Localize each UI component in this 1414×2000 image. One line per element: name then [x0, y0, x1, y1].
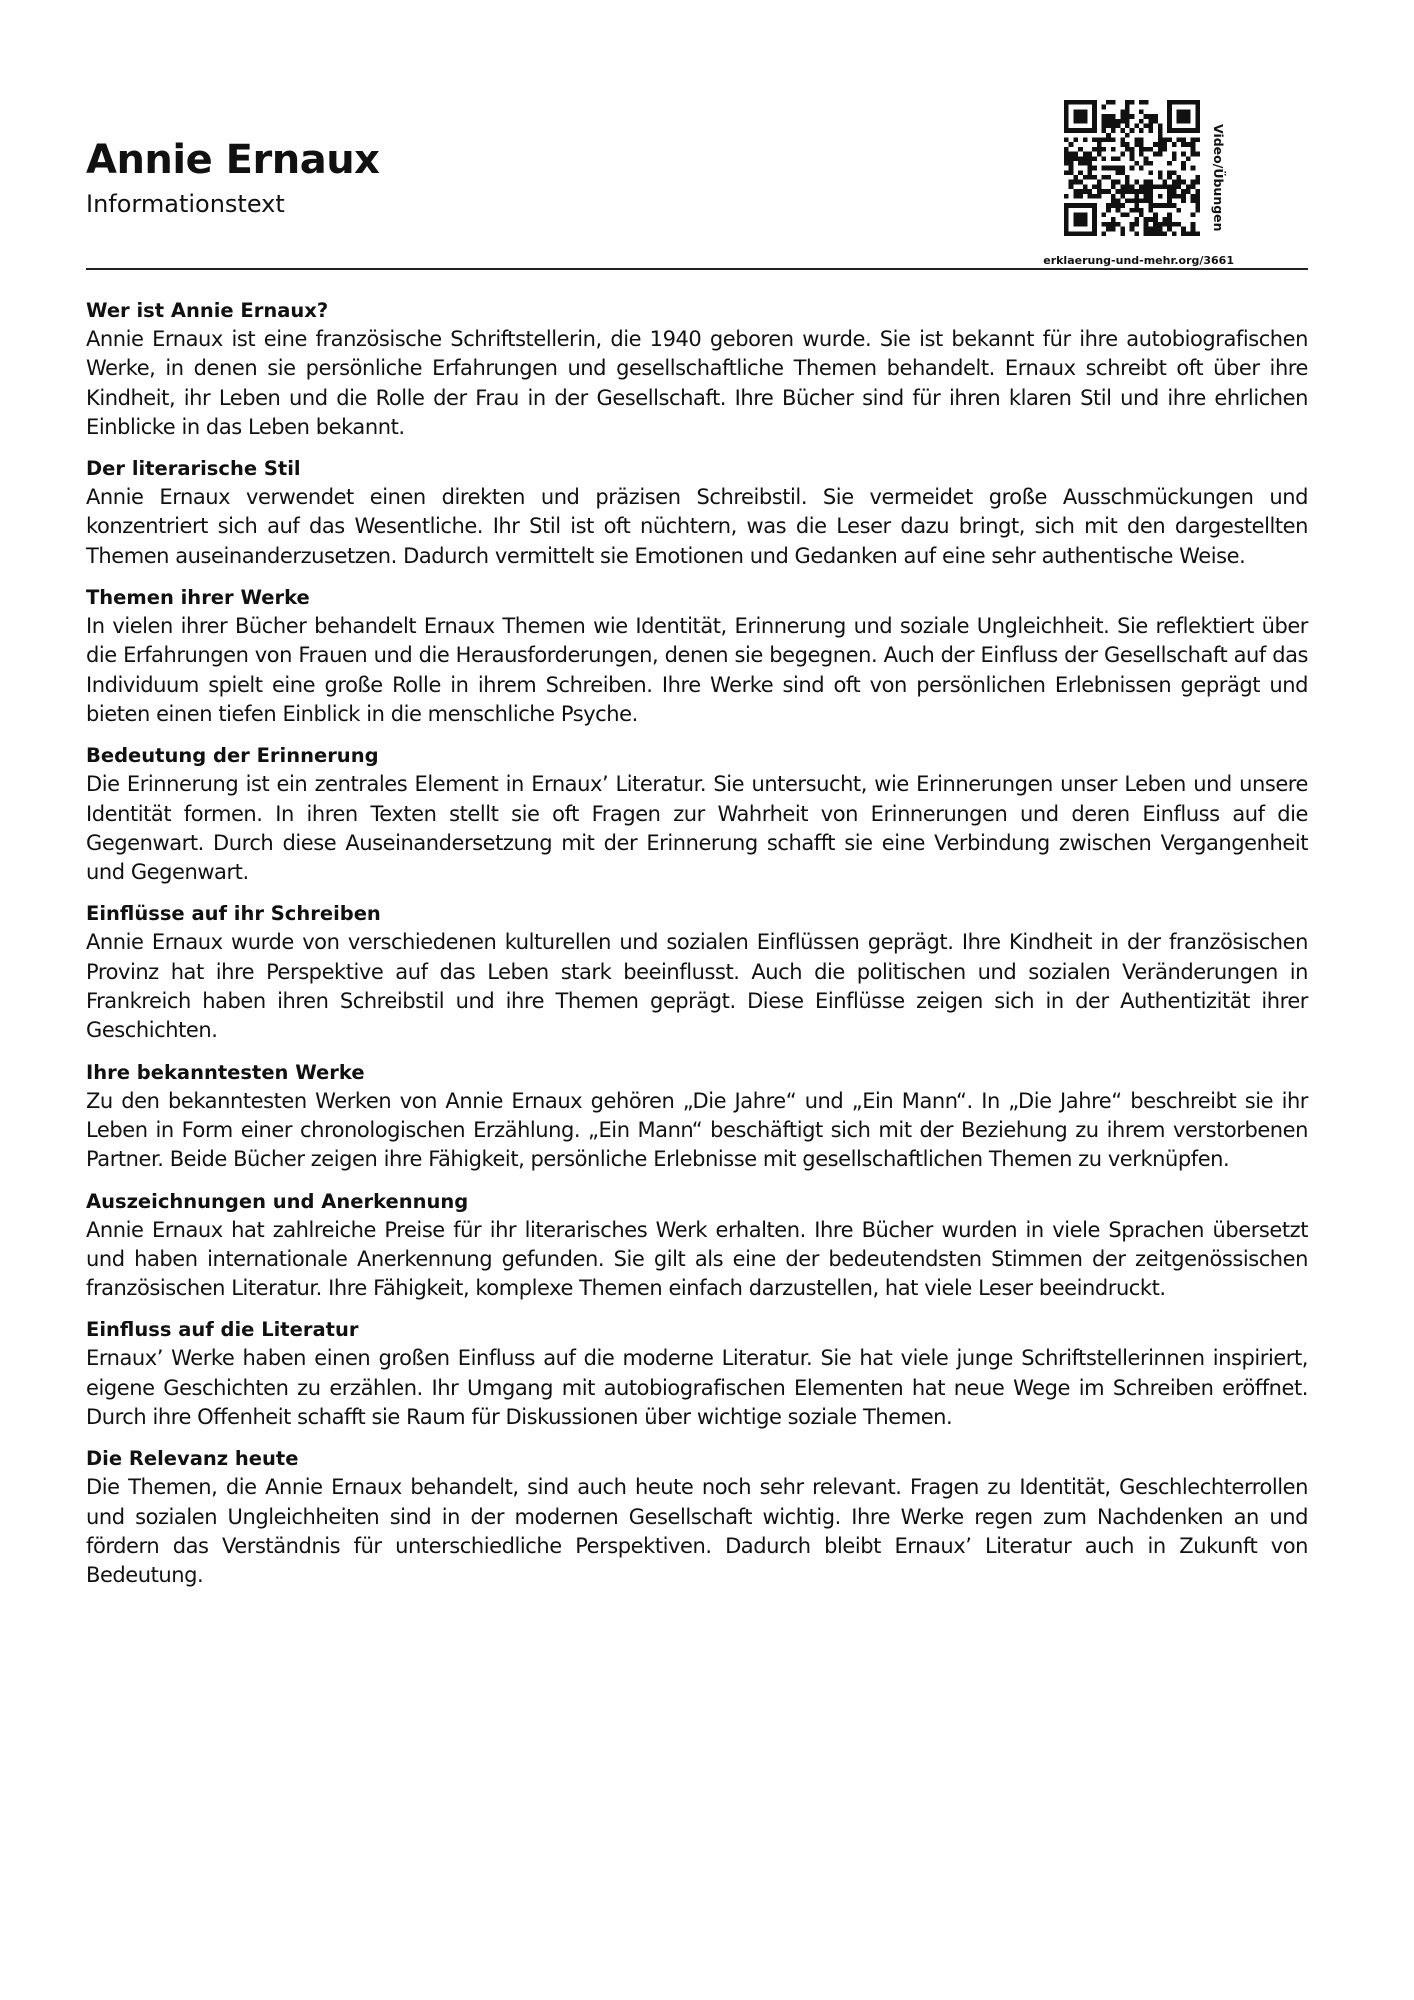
text-section — [86, 454, 1308, 571]
main-content — [86, 296, 1308, 1603]
text-section — [86, 1058, 1308, 1175]
qr-code[interactable] — [1064, 100, 1200, 236]
section-heading: Wer ist Annie Ernaux? — [86, 299, 329, 322]
header-divider — [86, 268, 1308, 270]
section-body: In vielen ihrer Bücher behandelt Ernaux Themen wie Identität, Erinnerung und soziale Ungleichheit. Sie reflektiert über die Erfahrungen von Frauen und die Herausforderungen, denen sie begegnen. Auch der Einfluss der Gesellschaft auf das Individuum spielt eine große Rolle in ihrem Schreiben. Ihre Werke sind oft von persönlichen Erlebnissen geprägt und bieten einen tiefen Einblick in die menschliche Psyche. — [86, 614, 1308, 726]
section-heading: Der literarische Stil — [86, 457, 301, 481]
text-section — [86, 1187, 1308, 1304]
text-section — [86, 1444, 1308, 1590]
section-body: Annie Ernaux verwendet einen direkten und präzisen Schreibstil. Sie vermeidet große Ausschmückungen und konzentriert sich auf das Wesentliche. Ihr Stil ist oft nüchtern, was die Leser dazu bringt, sich mit den dargestellten Themen auseinanderzusetzen. Dadurch vermittelt sie Emotionen und Gedanken auf eine sehr authentische Weise. — [86, 485, 1308, 568]
section-body: Annie Ernaux wurde von verschiedenen kulturellen und sozialen Einflüssen geprägt. Ihre Kindheit in der französischen Provinz hat ihre Perspektive auf das Leben stark beeinflusst. Auch die politischen und sozialen Veränderungen in Frankreich haben ihren Schreibstil und ihre Themen geprägt. Diese Einflüsse zeigen sich in der Authentizität ihrer Geschichten. — [86, 930, 1308, 1043]
source-url[interactable]: erklaerung-und-mehr.org/3661 — [1043, 254, 1234, 267]
section-body: Die Erinnerung ist ein zentrales Element in Ernaux’ Literatur. Sie untersucht, wie Erinnerungen unser Leben und unsere Identität formen. In ihren Texten stellt sie oft Fragen zur Wahrheit von Erinnerungen und deren Einfluss auf die Gegenwart. Durch diese Auseinandersetzung mit der Erinnerung schafft sie eine Verbindung zwischen Vergangenheit und Gegenwart. — [86, 772, 1308, 885]
text-section — [86, 741, 1308, 887]
section-body: Annie Ernaux ist eine französische Schriftstellerin, die 1940 geboren wurde. Sie ist bekannt für ihre autobiografischen Werke, in denen sie persönliche Erfahrungen und gesellschaftliche Themen behandelt. Ernaux schreibt oft über ihre Kindheit, ihr Leben und die Rolle der Frau in der Gesellschaft. Ihre Bücher sind für ihren klaren Stil und ihre ehrlichen Einblicke in das Leben bekannt. — [86, 327, 1308, 439]
text-section — [86, 1315, 1308, 1432]
text-section — [86, 296, 1308, 442]
section-heading: Bedeutung der Erinnerung — [86, 744, 379, 768]
page-subtitle: Informationstext — [86, 190, 285, 218]
qr-code-graphic — [1064, 100, 1200, 236]
section-body: Zu den bekanntesten Werken von Annie Ernaux gehören „Die Jahre“ und „Ein Mann“. In „Die Jahre“ beschreibt sie ihr Leben in Form einer chronologischen Erzählung. „Ein Mann“ beschäftigt sich mit der Beziehung zu ihrem verstorbenen Partner. Beide Bücher zeigen ihre Fähigkeit, persönliche Erlebnisse mit gesellschaftlichen Themen zu verknüpfen. — [86, 1088, 1308, 1172]
page-title: Annie Ernaux — [86, 137, 380, 183]
text-section — [86, 899, 1308, 1045]
section-body: Die Themen, die Annie Ernaux behandelt, sind auch heute noch sehr relevant. Fragen zu Identität, Geschlechterrollen und sozialen Ungleichheiten sind in der modernen Gesellschaft wichtig. Ihre Werke regen zum Nachdenken an und fördern das Verständnis für unterschiedliche Perspektiven. Dadurch bleibt Ernaux’ Literatur auch in Zukunft von Bedeutung. — [86, 1475, 1308, 1588]
text-section — [86, 583, 1308, 729]
section-body: Annie Ernaux hat zahlreiche Preise für ihr literarisches Werk erhalten. Ihre Bücher wurden in viele Sprachen übersetzt und haben internationale Anerkennung gefunden. Sie gilt als eine der bedeutendsten Stimmen der zeitgenössischen französischen Literatur. Ihre Fähigkeit, komplexe Themen einfach darzustellen, hat viele Leser beeindruckt. — [86, 1217, 1308, 1301]
section-heading: Einfluss auf die Literatur — [86, 1318, 359, 1342]
section-heading: Einflüsse auf ihr Schreiben — [86, 902, 381, 926]
section-body: Ernaux’ Werke haben einen großen Einfluss auf die moderne Literatur. Sie hat viele junge Schriftstellerinnen inspiriert, eigene Geschichten zu erzählen. Ihr Umgang mit autobiografischen Elementen hat neue Wege im Schreiben eröffnet. Durch ihre Offenheit schafft sie Raum für Diskussionen über wichtige soziale Themen. — [86, 1346, 1308, 1430]
section-heading: Ihre bekanntesten Werke — [86, 1060, 365, 1084]
section-heading: Die Relevanz heute — [86, 1447, 299, 1471]
section-heading: Themen ihrer Werke — [86, 586, 310, 610]
video-exercises-label: Video/Übungen — [1211, 124, 1226, 232]
section-heading: Auszeichnungen und Anerkennung — [86, 1189, 469, 1213]
